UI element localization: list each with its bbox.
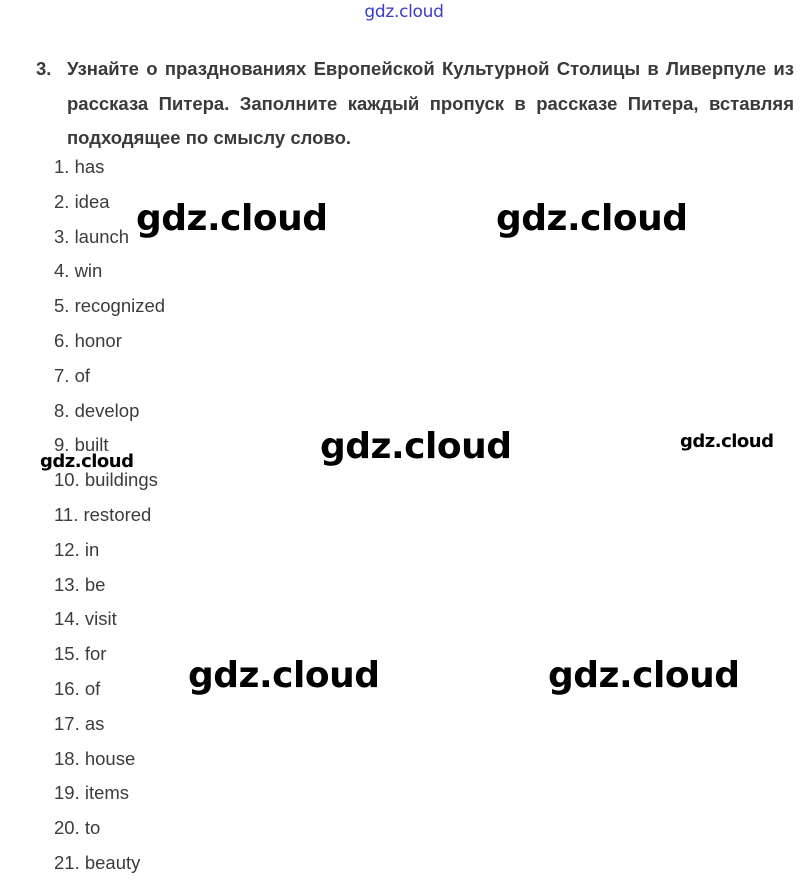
answer-item: 14. visit [54,608,117,630]
answer-item: 1. has [54,156,105,177]
watermark: gdz.cloud [320,426,512,467]
answer-item: 19. items [54,782,130,804]
task-text: Узнайте о празднованиях Европейской Культурной Столицы в Ливерпуле из рассказа Питера. Заполните каждый пропуск в рассказе Питера, вставляя подходящее по смыслу слово. [67,58,794,148]
answer-item: 15. for [54,643,107,665]
answer-item: 2. idea [54,190,110,212]
answer-item: 11. restored [54,503,152,525]
watermark: gdz.cloud [548,655,740,696]
answer-item: 4. win [54,260,103,282]
answer-item: 18. house [54,747,136,769]
watermark: gdz.cloud [680,431,774,452]
watermark: gdz.cloud [496,198,688,239]
header-watermark: gdz.cloud [364,2,444,22]
answer-item: 7. of [54,364,90,386]
answer-item: 17. as [54,712,105,734]
answer-item: 9. built [54,434,109,456]
watermark: gdz.cloud [188,655,380,696]
answer-item: 13. be [54,573,106,595]
answer-item: 10. buildings [54,469,158,491]
watermark: gdz.cloud [136,198,328,239]
answer-item: 8. develop [54,399,140,421]
answer-item: 21. beauty [54,851,141,873]
answer-item: 20. to [54,817,101,839]
watermark: gdz.cloud [40,451,134,472]
answer-item: 5. recognized [54,295,166,317]
answer-item: 6. honor [54,329,122,351]
answer-item: 3. launch [54,225,130,247]
task-number: 3. [36,58,52,79]
answer-item: 12. in [54,538,100,560]
answer-item: 16. of [54,677,101,699]
task-statement [36,52,794,156]
answer-list [54,150,165,881]
